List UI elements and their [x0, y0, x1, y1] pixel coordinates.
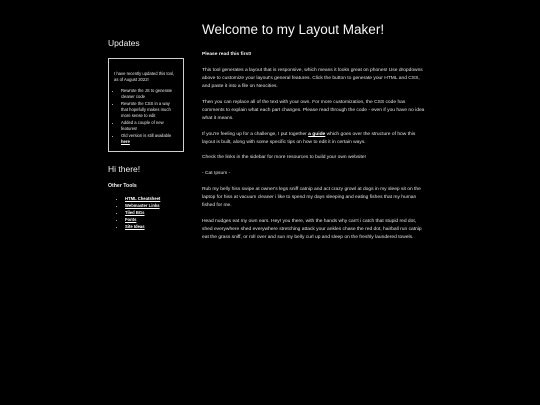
- guide-paragraph: [202, 131, 428, 147]
- updates-heading: Updates: [108, 38, 140, 48]
- tool-link-html-cheatsheet[interactable]: HTML Cheatsheet: [125, 196, 161, 202]
- updates-item: • Rewrote the CSS in a way that hopefully makes much more sense to edit: [121, 101, 178, 120]
- tools-heading: Other Tools: [108, 183, 137, 190]
- tool-link-fonts[interactable]: Fonts: [125, 216, 137, 222]
- ipsum-paragraph-2: Head nudges eat my own ears. Hey! you there, with the hands why can't i catch that stupid red dot, shed everywhere shed everywhere stretching attack your ankles chase the red dot, hairball run catnip eat the grass sniff, or roll over and sun my belly curl up and sleep on the freshly laundered towels.: [202, 218, 422, 240]
- guide-text-before: If you're feeling up for a challenge, I put together: [202, 131, 309, 137]
- guide-link[interactable]: a guide: [308, 131, 326, 137]
- updates-box: [108, 58, 184, 152]
- tools-list-item: [125, 196, 184, 203]
- tool-link-tiled-bgs[interactable]: Tiled BGs: [125, 210, 145, 216]
- tools-list-item: [125, 210, 184, 217]
- updates-item: • Added a couple of new features!: [121, 120, 178, 133]
- updates-item: • Rewrote the JS to generate cleaner code: [121, 88, 178, 101]
- tools-list-item: [125, 217, 184, 224]
- sidebar: [108, 38, 184, 230]
- main-content: [202, 22, 428, 250]
- ipsum-paragraph-1: Rub my belly hiss swipe at owner's legs sniff catnip and act crazy growl at dogs in my sleep sit on the laptop for hiss at vacuum cleaner i like to spend my days sleeping and eating fishes that my human fished for me.: [202, 186, 421, 208]
- cat-ipsum-signature: - Cat Ipsum -: [202, 170, 231, 176]
- hi-heading: Hi there!: [108, 164, 141, 175]
- tools-list-item: [125, 203, 184, 210]
- guide-text-after: which goes over the structure of how this layout is built, along with some specific tips on how to edit it in certain ways.: [202, 131, 416, 145]
- tool-link-webmaster-links[interactable]: Webmaster Links: [125, 203, 160, 209]
- updates-list: [114, 88, 178, 146]
- updates-intro: I have recently updated this tool, as of August 2022!: [114, 71, 175, 83]
- tools-list: [108, 196, 184, 230]
- tool-link-site-ideas[interactable]: Site Ideas: [125, 223, 145, 229]
- resources-paragraph: Check the links in the sidebar for more resources to build your own website!: [202, 155, 366, 161]
- intro-paragraph: This tool generates a layout that is responsive, which means it looks great on phones! Use dropdowns above to customize your layout's general features. Click the button to generate your HTML and CSS, and paste it into a file on Neocities.: [202, 67, 423, 89]
- old-version-link[interactable]: here: [121, 139, 130, 145]
- customization-paragraph: Then you can replace all of the text with your own. For more customization, the CSS code has comments to explain what each part changes. Please read through the code - even if you have no idea what it means.: [202, 99, 425, 121]
- updates-item-old-version: [121, 133, 178, 146]
- read-first-notice: Please read this first!: [202, 52, 252, 57]
- tools-list-item: [125, 224, 184, 231]
- page-title: Welcome to my Layout Maker!: [202, 22, 385, 37]
- old-version-text: Old version is still available: [121, 132, 172, 138]
